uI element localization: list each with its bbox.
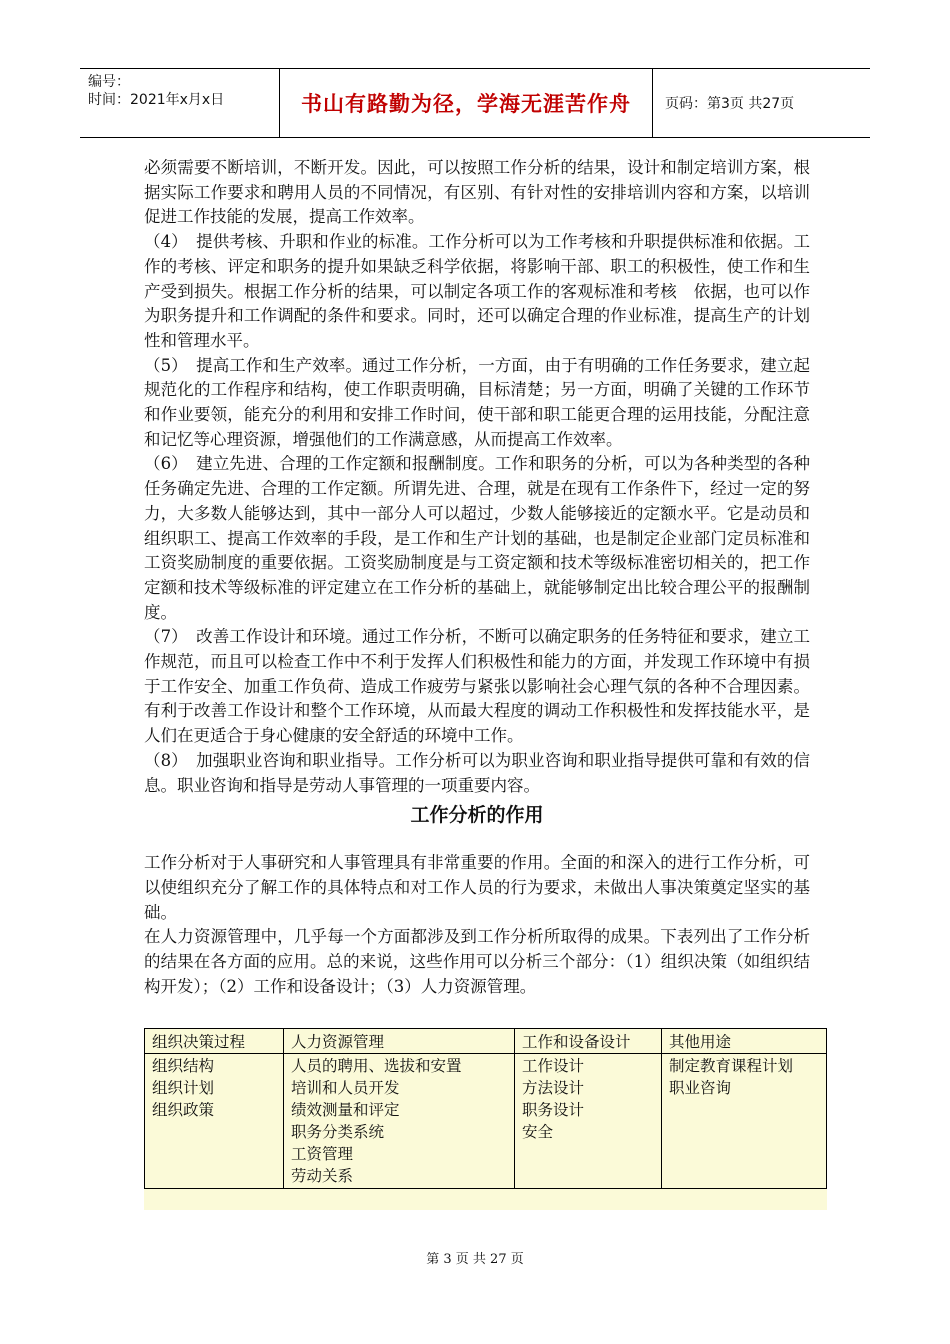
table-header-cell: 组织决策过程 xyxy=(145,1029,284,1054)
table-header-cell: 人力资源管理 xyxy=(284,1029,515,1054)
cell-item: 绩效测量和评定 xyxy=(291,1101,400,1119)
table-row xyxy=(145,1054,827,1189)
cell-item: 安全 xyxy=(522,1123,554,1141)
table-cell xyxy=(145,1054,284,1189)
page-footer: 第 3 页 共 27 页 xyxy=(426,1252,524,1267)
cell-item: 工资管理 xyxy=(291,1145,354,1163)
page-indicator: 页码：第3页 共27页 xyxy=(665,96,795,112)
cell-item: 组织结构 xyxy=(152,1057,215,1075)
paragraph: 必须需要不断培训，不断开发。因此，可以按照工作分析的结果，设计和制定培训方案，根据实际工作要求和聘用人员的不同情况，有区别、有针对性的安排培训内容和方案，以培训促进工作技能的发展，提高工作效率。 xyxy=(144,158,810,227)
paragraph: 在人力资源管理中，几乎每一个方面都涉及到工作分析所取得的成果。下表列出了工作分析的结果在各方面的应用。总的来说，这些作用可以分析三个部分：（1）组织决策（如组织结构开发）；（2）工作和设备设计；（3）人力资源管理。 xyxy=(144,927,810,996)
cell-item: 方法设计 xyxy=(522,1079,585,1097)
application-table xyxy=(144,1028,827,1189)
paragraph: 工作分析对于人事研究和人事管理具有非常重要的作用。全面的和深入的进行工作分析，可以使组织充分了解工作的具体特点和对工作人员的行为要求，未做出人事决策奠定坚实的基础。 xyxy=(144,853,810,922)
cell-item: 职业咨询 xyxy=(669,1079,732,1097)
header-page-cell xyxy=(653,69,870,137)
paragraph: （7） 改善工作设计和环境。通过工作分析，不断可以确定职务的任务特征和要求，建立工作规范，而且可以检查工作中不利于发挥人们积极性和能力的方面，并发现工作环境中有损于工作安全、加重工作负荷、造成工作疲劳与紧张以影响社会心理气氛的各种不合理因素。有利于改善工作设计和整个工作环境，从而最大程度的调动工作积极性和发挥技能水平，是人们在更适合于身心健康的安全舒适的环境中工作。 xyxy=(144,627,810,746)
paragraph: （4） 提供考核、升职和作业的标准。工作分析可以为工作考核和升职提供标准和依据。工作的考核、评定和职务的提升如果缺乏科学依据，将影响干部、职工的积极性，使工作和生产受到损失。根据工作分析的结果，可以制定各项工作的客观标准和考核 依据，也可以作为职务提升和工作调配的条件和要求。同时，还可以确定合理的作业标准，提高生产的计划性和管理水平。 xyxy=(144,232,810,350)
paragraph: （6） 建立先进、合理的工作定额和报酬制度。工作和职务的分析，可以为各种类型的各种任务确定先进、合理的工作定额。所谓先进、合理，就是在现有工作条件下，经过一定的努力，大多数人能够达到，其中一部分人可以超过，少数人能够接近的定额水平。它是动员和组织职工、提高工作效率的手段，是工作和生产计划的基础，也是制定企业部门定员标准和工资奖励制度的重要依据。工资奖励制度是与工资定额和技术等级标准密切相关的，把工作定额和技术等级标准的评定建立在工作分析的基础上，就能够制定出比较合理公平的报酬制度。 xyxy=(144,454,810,622)
cell-item: 工作设计 xyxy=(522,1057,585,1075)
date-label: 时间：2021年x月x日 xyxy=(88,92,225,108)
paragraph: （8） 加强职业咨询和职业指导。工作分析可以为职业咨询和职业指导提供可靠和有效的信息。职业咨询和指导是劳动人事管理的一项重要内容。 xyxy=(144,750,810,795)
cell-item: 劳动关系 xyxy=(291,1167,354,1185)
header-meta xyxy=(80,69,280,137)
cell-item: 人员的聘用、选拔和安置 xyxy=(291,1057,462,1075)
table-header-cell: 其他用途 xyxy=(662,1029,827,1054)
body-content xyxy=(144,156,810,1000)
section-title: 工作分析的作用 xyxy=(410,804,544,827)
paragraph: （5） 提高工作和生产效率。通过工作分析，一方面，由于有明确的工作任务要求，建立起规范化的工作程序和结构，使工作职责明确，目标清楚；另一方面，明确了关键的工作环节和作业要领，能充分的利用和安排工作时间，使干部和职工能更合理的运用技能，分配注意和记忆等心理资源，增强他们的工作满意感，从而提高工作效率。 xyxy=(144,355,810,449)
cell-item: 培训和人员开发 xyxy=(291,1079,400,1097)
table-cell xyxy=(284,1054,515,1189)
cell-item: 职务设计 xyxy=(522,1101,585,1119)
table-cell xyxy=(515,1054,662,1189)
table-header-cell: 工作和设备设计 xyxy=(515,1029,662,1054)
cell-item: 制定教育课程计划 xyxy=(669,1057,794,1075)
cell-item: 职务分类系统 xyxy=(291,1123,385,1141)
cell-item: 组织政策 xyxy=(152,1101,215,1119)
cell-item: 组织计划 xyxy=(152,1079,215,1097)
table-cell xyxy=(662,1054,827,1189)
header-motto: 书山有路勤为径，学海无涯苦作舟 xyxy=(301,92,631,116)
table-header-row xyxy=(145,1029,827,1054)
header-motto-cell xyxy=(280,69,653,137)
application-table-area xyxy=(144,1028,827,1210)
document-number-label: 编号： xyxy=(88,74,130,90)
page-header xyxy=(80,68,870,138)
